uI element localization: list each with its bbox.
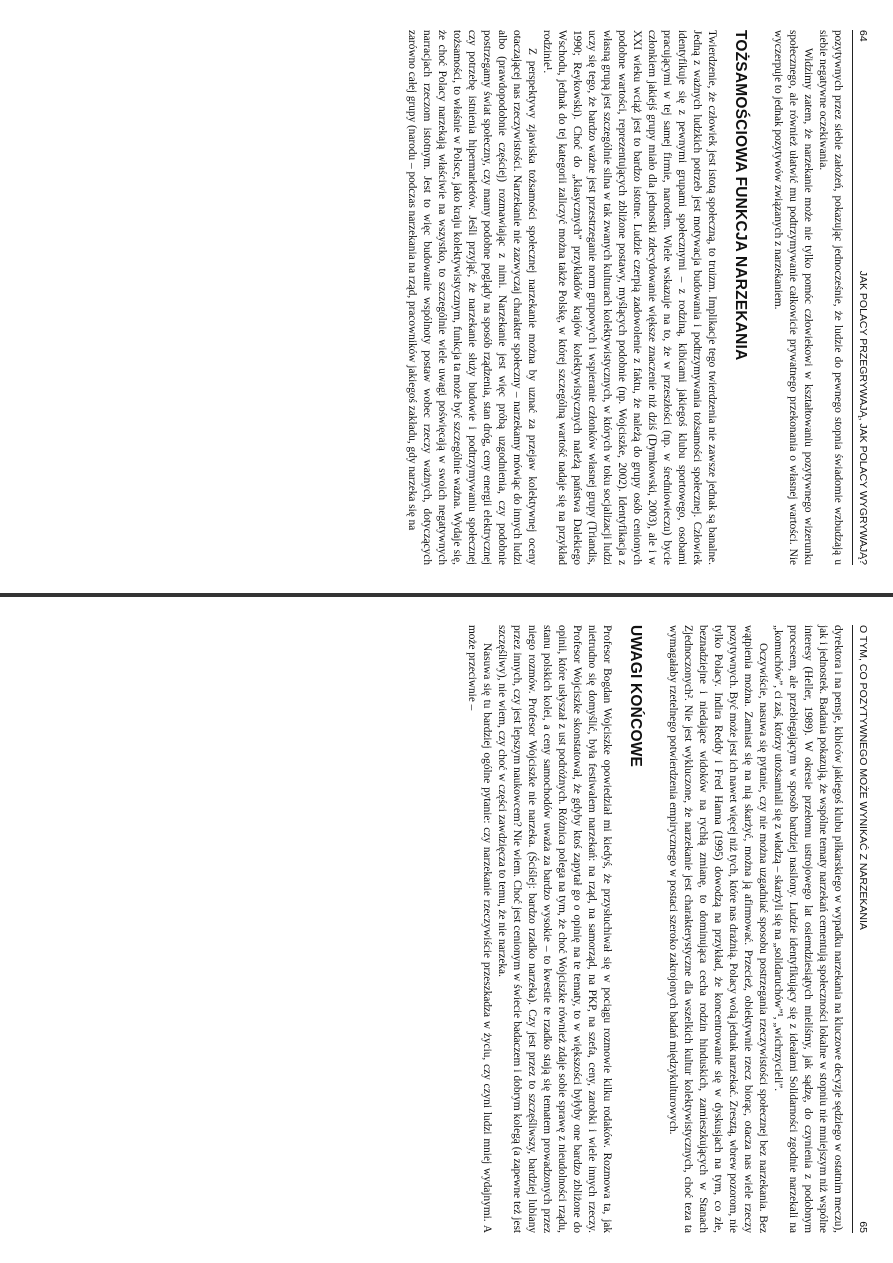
right-page-header: [852, 625, 873, 1233]
right-page: [0, 595, 893, 1263]
left-section-paragraph-2: Z perspektywy zjawiska tożsamości społecznej narzekanie można by uznać za przejaw kolektywnej oceny otaczającej nas rzeczywistości. Narzekanie nie zazwyczaj charakter społeczny – narzekamy mówiąc do innych ludzi albo (prawdopodobnie częściej) rozmawiając z nimi. Narzekanie jest więc próbą uzgodnienia, czy podobnie postrzegamy świat społeczny, czy mamy podobne poglądy na sposób rządzenia, stan dróg, ceny energii elektrycznej czy potrzebę istnienia hipermarketów. Jeśli przyjąć, że narzekanie służy budowie i podtrzymywaniu społecznej tożsamości, to właśnie w Polsce, jako kraju kolektywistycznym, funkcja ta może być szczególnie ważna. Wydaje się, że choć Polacy narzekają właściwie na wszystko, to szczególnie wiele uwagi poświęcają w swoich negatywnych narracjach rzeczom istotnym. Jest to więc budowanie wspólnoty postaw wobec rzeczy ważnych, dotyczących zarówno całej grupy (narodu – podczas narzekania na rząd, pracowników jakiegoś zakładu, gdy narzeka się na: [406, 30, 538, 565]
left-page-content: [20, 30, 845, 565]
right-page-number: 65: [857, 1221, 869, 1233]
right-page-content: [20, 625, 845, 1233]
left-page-rotated: [0, 0, 893, 595]
left-intro-paragraph-2: Widzimy zatem, że narzekanie może nie tylko pomóc człowiekowi w kształtowaniu pozytywnego wizerunku społecznego, ale również ułatwić mu podtrzymywanie całkowicie prywatnego przekonania o własnej wartości. Nie wyczerpuje to jednak pozytywów związanych z narzekaniem.: [772, 30, 814, 565]
left-page-header: [852, 30, 873, 565]
left-section-title: TOŻSAMOŚCIOWA FUNKCJA NARZEKANIA: [732, 30, 749, 361]
left-running-header: JAK POLACY PRZEGRYWAJĄ, JAK POLACY WYGRYWAJĄ?: [857, 270, 869, 565]
left-page: [0, 0, 893, 595]
right-running-header: O TYM, CO POZYTYWNEGO MOŻE WYNIKAĆ Z NARZEKANIA: [857, 625, 869, 930]
right-section-paragraph-2: Nasuwa się tu bardziej ogólne pytanie: czy narzekanie rzeczywiście przeszkadza w życiu, czy czyni ludzi mniej wydajnymi. A może przeciwnie –: [466, 625, 493, 1233]
right-intro-paragraph-2: Oczywiście, nasuwa się pytanie, czy nie można uzgadniać sposobu postrzegania rzeczywistości społecznej bez narzekania. Bez wątpienia można. Zamiast się na nią skarżyć, można ją afirmować. Przecież, obiektywnie rzecz biorąc, otacza nas wiele rzeczy pozytywnych. Być może jest ich nawet więcej niż tych, które nas drażnią. Polacy wolą jednak narzekać. Zresztą, wbrew pozorom, nie tylko Polacy. Indira Reddy i Fred Hanna (1995) dowodzą na przykład, że koncentrowanie się w dyskusjach na tym, co złe, beznadziejne i niedające widoków na rychłą zmianę, to dominująca cecha rodzin hinduskich, zamieszkujących w Stanach Zjednoczonych². Nie jest wykluczone, że narzekanie jest charakterystyczne dla wszelkich kultur kolektywistycznych, choć teza ta wymagałaby rzetelnego potwierdzenia empirycznego w postaci szeroko zakrojonych badań międzykulturowych.: [667, 625, 769, 1233]
right-intro-paragraph-1: dyrektora i na pensje, kibiców jakiegoś klubu piłkarskiego w wypadku narzekania na kluczowe decyzje sędziego w ostatnim meczu), jak i jednostek. Badania pokazują, że wspólne tematy narzekań cementują społeczności lokalne w stopniu nie mniejszym niż wspólne interesy (Heller, 1989). W okresie przełomu ustrojowego lat osiemdziesiątych mieliśmy, jak sądzę, do czynienia z podobnym procesem, ale przebiegającym w sposób bardziej nasilony. Ludzie identyfikujący się z ideałami Solidarności zgodnie narzekali na „komuchów”, ci zaś, którzy utożsamiali się z władzą – skarżyli się na „solidaruchów”¹, „wichrzycieli”.: [772, 625, 844, 1233]
right-section-paragraph-1: Profesor Bogdan Wojciszke opowiedział mi kiedyś, że przysłuchiwał się w pociągu rozmowie kilku rodaków. Rozmowa ta, jak nietrudno się domyślić, była festiwalem narzekań: na rząd, na samorząd, na PKP, na szefa, ceny, zarobki i wiele innych rzeczy. Profesor Wojciszke skonstatował, że gdyby ktoś zapytał go o opinię na te tematy, to w większości byłyby one bardzo zbliżone do opinii, które usłyszał z ust podróżnych. Różnica polega na tym, że choć Wojciszke również zdaje sobie sprawę z nieudolności rządu, stanu polskich kolei, a ceny samochodów uważa za bardzo wysokie – to kwestie te rzadko stają się tematem prowadzonych przez niego rozmów. Profesor Wojciszke nie narzeka. (Ściślej: bardzo rzadko narzeka). Czy jest przez to szczęśliwszy, bardziej lubiany przez innych, czy jest lepszym naukowcem? Nie wiem. Choć jest cenionym w świecie badaczem i dobrym kolegą (a zapewne też jest szczęśliwy), nie wiem, czy choć w części zawdzięcza to temu, że nie narzeka.: [496, 625, 613, 1233]
right-page-rotated: [0, 595, 893, 1263]
left-page-number: 64: [857, 30, 869, 42]
left-section-paragraph-1: Twierdzenie, że człowiek jest istotą społeczną, to truizm. Implikacje tego twierdzenia nie zawsze jednak są banalne. Jedną z ważnych ludzkich potrzeb jest motywacja budowania i podtrzymywania tożsamości społecznej. Człowiek identyfikuje się z pewnymi grupami społecznymi – z rodziną, kibicami jakiegoś klubu sportowego, osobami pracującymi w tej samej firmie, narodem. Wiele wskazuje na to, że w przeszłości (np. w średniowieczu) bycie członkiem jakiejś grupy miało dla jednostki zdecydowanie większe znaczenie niż dziś (Dymkowski, 2003), ale i w XXI wieku wciąż jest to bardzo istotne. Ludzie czerpią zadowolenie z faktu, że należą do grupy osób cenionych podobne wartości, reprezentujących zbliżone postawy, myślących podobnie (np. Wojciszke, 2002). Identyfikacja z własną grupą jest szczególnie silna w tak zwanych kulturach kolektywistycznych, w których w toku socjalizacji ludzi uczy się tego, że bardzo ważne jest przestrzeganie norm grupowych i wspieranie członków własnej grupy (Triandis, 1990; Reykowski). Choć do „klasycznych” przykładów krajów kolektywistycznych należą państwa Dalekiego Wschodu, jednak do tej kategorii zaliczyć można także Polskę, w której szczególną wartość nadaje się na przykład rodzinie¹.: [541, 30, 718, 565]
right-section-title: UWAGI KOŃCOWE: [627, 625, 644, 768]
left-intro-paragraph-1: pozytywnych przez siebie założeń, pokazując jednocześnie, że ludzie do pewnego stopnia świadomie wzbudzają u siebie negatywne oczekiwania.: [817, 30, 844, 565]
